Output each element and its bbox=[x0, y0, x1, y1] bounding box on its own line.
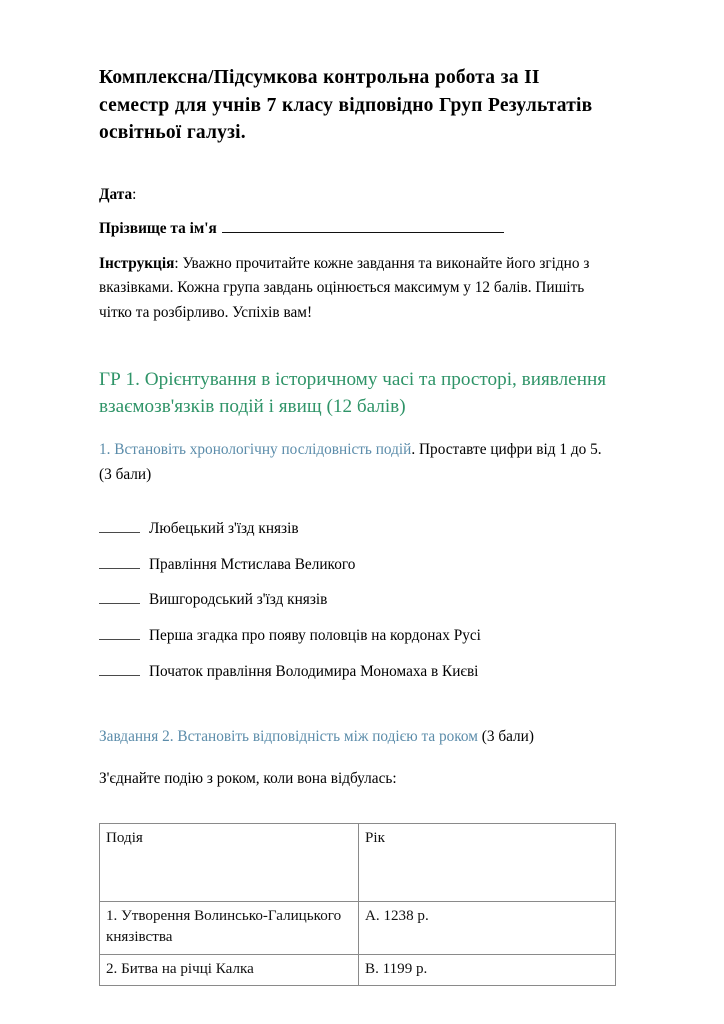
instruction-text: : Уважно прочитайте кожне завдання та виконайте його згідно з вказівками. Кожна група завдань оцінюється максимум у 12 балів. Пишіть чітко та розбірливо. Успіхів вам! bbox=[99, 254, 590, 322]
list-item-label: Правління Мстислава Великого bbox=[149, 555, 356, 573]
list-item bbox=[99, 625, 615, 648]
header-label: Рік bbox=[365, 829, 385, 846]
matching-table-wrapper bbox=[99, 791, 615, 986]
list-item bbox=[99, 518, 615, 541]
answer-blank[interactable] bbox=[99, 628, 140, 641]
table-cell-year[interactable] bbox=[359, 901, 616, 954]
instruction-label: Інструкція bbox=[99, 254, 175, 272]
list-item-label: Перша згадка про появу половців на кордонах Русі bbox=[149, 627, 481, 645]
date-value: : bbox=[132, 186, 137, 204]
answer-blank[interactable] bbox=[99, 520, 140, 533]
table-header-row bbox=[100, 823, 616, 901]
cell-label: А. 1238 р. bbox=[365, 907, 429, 924]
task-2-lead: Завдання 2. Встановіть відповідність між подією та роком bbox=[99, 728, 478, 746]
list-item bbox=[99, 661, 615, 684]
cell-label: В. 1199 р. bbox=[365, 960, 428, 977]
table-cell-year[interactable] bbox=[359, 954, 616, 985]
answer-blank[interactable] bbox=[99, 592, 140, 605]
name-line bbox=[99, 217, 615, 240]
cell-label: 1. Утворення Волинсько-Галицького князівства bbox=[106, 907, 342, 946]
instruction-paragraph bbox=[99, 252, 615, 327]
name-fill-blank[interactable] bbox=[222, 219, 504, 233]
list-item-label: Вишгородський з'їзд князів bbox=[149, 591, 328, 609]
page-title: Комплексна/Підсумкова контрольна робота за ІІ семестр для учнів 7 класу відповідно Груп Результатів освітньої галузі. bbox=[99, 67, 593, 144]
list-item-label: Початок правління Володимира Мономаха в Києві bbox=[149, 663, 479, 681]
table-cell-event[interactable] bbox=[100, 954, 359, 985]
date-line bbox=[99, 183, 615, 206]
task-1-lead: 1. Встановіть хронологічну послідовність подій bbox=[99, 441, 412, 459]
matching-table bbox=[99, 823, 616, 986]
answer-blank[interactable] bbox=[99, 663, 140, 676]
cell-label: 2. Битва на річці Калка bbox=[106, 960, 254, 977]
task-1-prompt bbox=[99, 421, 615, 488]
table-row bbox=[100, 954, 616, 985]
task-2-subtitle: З'єднайте подію з роком, коли вона відбулась: bbox=[99, 770, 397, 787]
document-content bbox=[99, 0, 615, 986]
header-label: Подія bbox=[106, 829, 143, 846]
name-label: Прізвище та ім'я bbox=[99, 220, 217, 238]
table-header-cell-event bbox=[100, 823, 359, 901]
meta-block bbox=[99, 183, 615, 326]
table-row bbox=[100, 901, 616, 954]
list-item-label: Любецький з'їзд князів bbox=[149, 519, 299, 537]
task-2-rest: (3 бали) bbox=[477, 728, 534, 746]
table-header-cell-year bbox=[359, 823, 616, 901]
section-heading-gr1: ГР 1. Орієнтування в історичному часі та просторі, виявлення взаємозв'язків подій і явищ (12 балів) bbox=[99, 369, 607, 418]
list-item bbox=[99, 589, 615, 612]
task-1-rest: . Проставте цифри від 1 до 5. (3 бали) bbox=[99, 441, 602, 483]
task-2-prompt bbox=[99, 684, 615, 749]
task-1-answer-list bbox=[99, 488, 615, 685]
list-item bbox=[99, 554, 615, 577]
table-cell-event[interactable] bbox=[100, 901, 359, 954]
date-label: Дата bbox=[99, 186, 133, 204]
answer-blank[interactable] bbox=[99, 556, 140, 569]
